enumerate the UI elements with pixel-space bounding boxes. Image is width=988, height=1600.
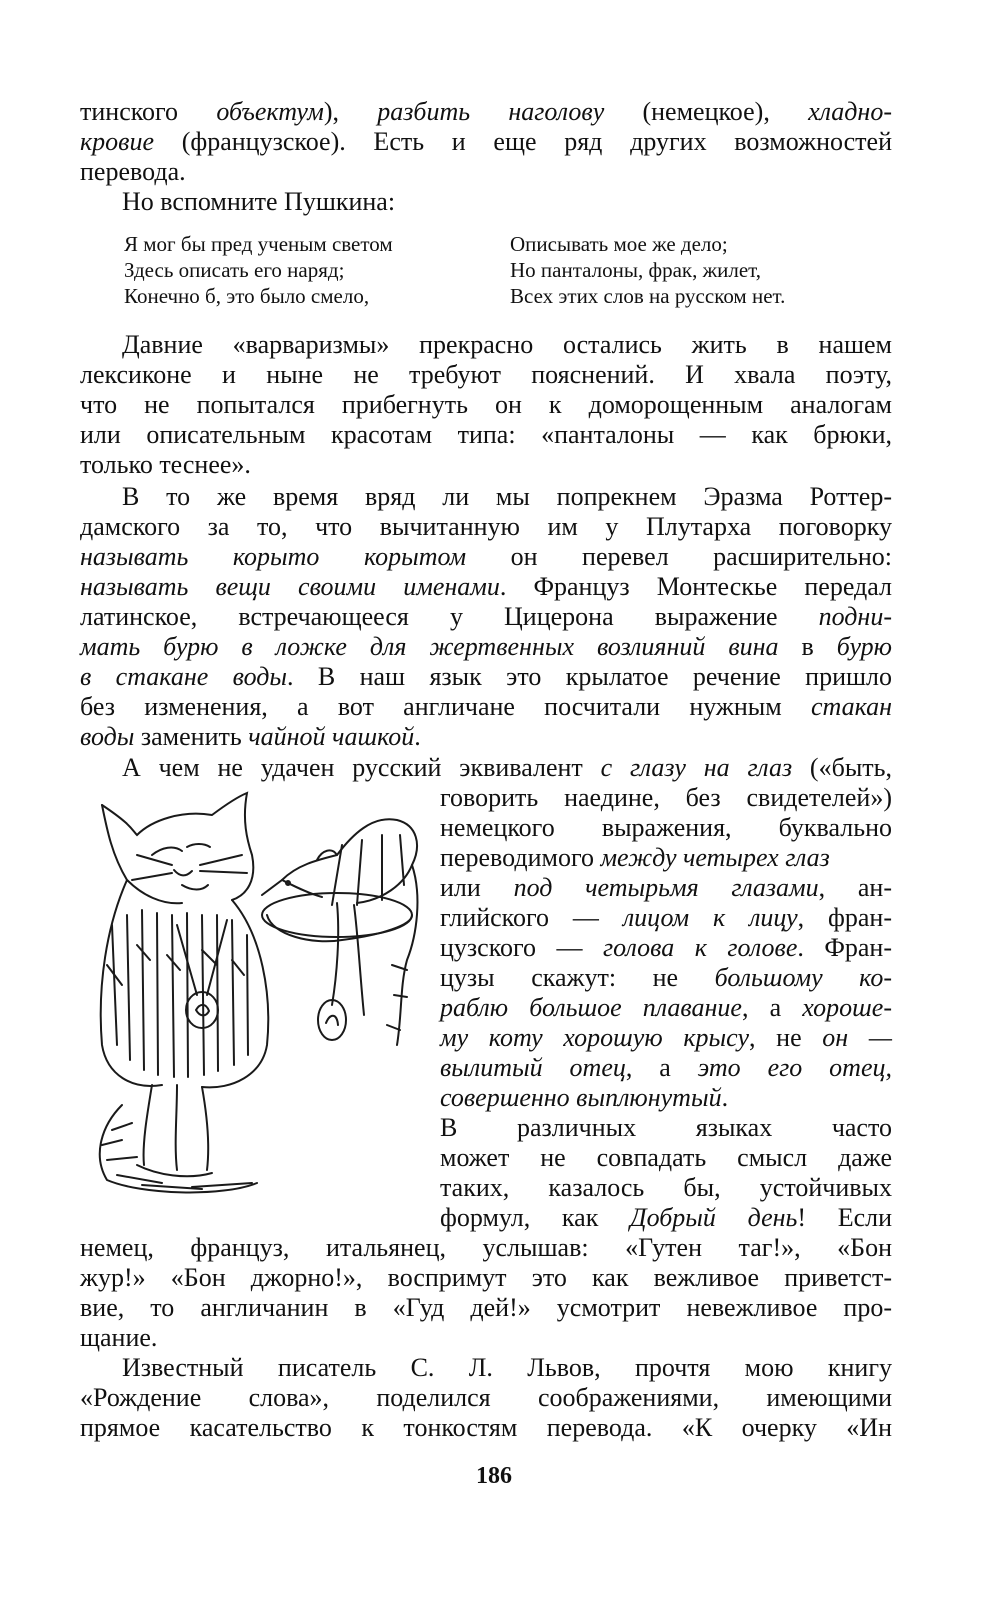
- italic-run: называть вещи своими именами: [80, 572, 500, 601]
- text-line: [80, 692, 892, 722]
- text-run: , а: [741, 993, 803, 1022]
- text-line: [80, 450, 892, 480]
- poem-line: Здесь описать его наряд;: [124, 258, 345, 282]
- text-run: он перевел расширительно:: [466, 542, 892, 571]
- text-line: [80, 602, 892, 632]
- text-line: [80, 157, 892, 187]
- text-run: (французское). Есть и еще ряд других возможностей: [154, 127, 892, 156]
- text-run: цузы скажут: не: [440, 963, 715, 992]
- text-line: [440, 903, 892, 933]
- text-run: А чем не удачен русский эквивалент: [122, 753, 601, 782]
- text-run: Давние «варваризмы» прекрасно остались жить в нашем: [122, 330, 892, 359]
- text-line: [440, 1053, 892, 1083]
- text-run: немецкого выражения, буквально: [440, 813, 892, 842]
- text-run: .: [721, 1083, 729, 1112]
- text-run: «Рождение слова», поделился соображениями, имеющими: [80, 1383, 892, 1412]
- text-run: может не совпадать смысл даже: [440, 1143, 892, 1172]
- text-line: [80, 542, 892, 572]
- text-line: [80, 1383, 892, 1413]
- text-run: . В наш язык это крылатое речение пришло: [287, 662, 892, 691]
- text-line: [80, 1263, 892, 1293]
- poem-line: Описывать мое же дело;: [510, 232, 728, 256]
- italic-run: он —: [822, 1023, 892, 1052]
- text-line: [80, 512, 892, 542]
- text-run: щание.: [80, 1323, 158, 1352]
- text-run: заменить: [134, 722, 249, 751]
- text-line: [440, 1023, 892, 1053]
- text-run: вие, то англичанин в «Гуд дей!» усмотрит невежливое про-: [80, 1293, 892, 1322]
- text-run: , фран-: [797, 903, 892, 932]
- italic-run: разбить наголову: [377, 97, 605, 126]
- text-line: [80, 127, 892, 157]
- text-run: жур!» «Бон джорно!», воспримут это как вежливое приветст-: [80, 1263, 892, 1292]
- italic-run: в стакане воды: [80, 662, 287, 691]
- italic-run: воды: [80, 722, 135, 751]
- text-run: прямое касательство к тонкостям перевода. «К очерку «Ин: [80, 1413, 892, 1442]
- text-run: говорить наедине, без свидетелей»): [440, 783, 892, 812]
- poem-line: Всех этих слов на русском нет.: [510, 284, 786, 308]
- italic-run: голова к голове: [603, 933, 798, 962]
- italic-run: с глазу на глаз: [600, 753, 793, 782]
- italic-run: лицом к лицу: [622, 903, 798, 932]
- text-run: . Фран-: [797, 933, 893, 962]
- text-line: [80, 753, 892, 783]
- poem-line: Я мог бы пред ученым светом: [124, 232, 393, 256]
- text-run: в: [778, 632, 837, 661]
- text-line: [440, 783, 892, 813]
- text-run: тинского: [80, 97, 217, 126]
- text-run: латинское, встречающееся у Цицерона выражение: [80, 602, 819, 631]
- italic-run: мать бурю в ложке для жертвенных возлияний вина: [80, 632, 779, 661]
- text-line: [80, 330, 892, 360]
- italic-run: бурю: [836, 632, 893, 661]
- italic-run: объектум: [216, 97, 324, 126]
- text-run: или описательным красотам типа: «панталоны — как брюки,: [80, 420, 892, 449]
- text-line: [80, 187, 892, 217]
- text-line: [80, 420, 892, 450]
- text-line: [440, 933, 892, 963]
- text-run: таких, казалось бы, устойчивых: [440, 1173, 892, 1202]
- text-run: В различных языках часто: [440, 1113, 892, 1142]
- text-run: что не попытался прибегнуть он к доморощенным аналогам: [80, 390, 892, 419]
- italic-run: хладно-: [808, 97, 892, 126]
- text-run: В то же время вряд ли мы попрекнем Эразма Роттер-: [122, 482, 892, 511]
- italic-run: раблю большое плавание: [440, 993, 742, 1022]
- italic-run: называть корыто корытом: [80, 542, 467, 571]
- text-run: только теснее».: [80, 450, 251, 479]
- text-line: [80, 632, 892, 662]
- text-line: [440, 993, 892, 1023]
- italic-run: кровие: [80, 127, 154, 156]
- italic-run: стакан: [810, 692, 892, 721]
- italic-run: му коту хорошую крысу: [440, 1023, 750, 1052]
- text-run: цузского —: [440, 933, 604, 962]
- text-line: [440, 1113, 892, 1143]
- text-run: , не: [749, 1023, 823, 1052]
- italic-run: вылитый отец: [440, 1053, 626, 1082]
- text-line: [80, 482, 892, 512]
- text-line: [80, 1413, 892, 1443]
- page-number: 186: [476, 1463, 512, 1489]
- text-line: [80, 97, 892, 127]
- italic-run: Добрый день: [630, 1203, 798, 1232]
- text-line: [80, 722, 892, 752]
- text-line: [80, 1353, 892, 1383]
- text-run: .: [414, 722, 421, 751]
- cat-and-rat-illustration: [82, 785, 427, 1210]
- text-line: [440, 873, 892, 903]
- italic-run: под четырьмя глазами: [513, 873, 819, 902]
- text-run: формул, как: [440, 1203, 631, 1232]
- text-run: перевода.: [80, 157, 186, 186]
- text-line: [80, 390, 892, 420]
- italic-run: это его отец,: [697, 1053, 892, 1082]
- text-line: [80, 662, 892, 692]
- text-run: ),: [323, 97, 378, 126]
- text-run: (немецкое),: [604, 97, 809, 126]
- text-run: . Француз Монтескье передал: [499, 572, 892, 601]
- text-line: [80, 572, 892, 602]
- text-run: без изменения, а вот англичане посчитали нужным: [80, 692, 811, 721]
- text-run: («быть,: [792, 753, 893, 782]
- text-line: [440, 1143, 892, 1173]
- text-line: [80, 360, 892, 390]
- text-line: [440, 1083, 892, 1113]
- text-line: [440, 843, 892, 873]
- text-line: [80, 1293, 892, 1323]
- poem-line: Конечно б, это было смело,: [124, 284, 370, 308]
- text-line: [440, 1203, 892, 1233]
- text-run: лексиконе и ныне не требуют пояснений. И хвала поэту,: [80, 360, 892, 389]
- text-line: [80, 1233, 892, 1263]
- poem-line: Но панталоны, фрак, жилет,: [510, 258, 762, 282]
- italic-run: между четырех глаз: [600, 843, 830, 872]
- text-line: [440, 813, 892, 843]
- text-line: [80, 1323, 892, 1353]
- text-run: ! Если: [797, 1203, 892, 1232]
- text-run: или: [440, 873, 514, 902]
- text-run: Но вспомните Пушкина:: [122, 187, 396, 216]
- text-run: переводимого: [440, 843, 601, 872]
- text-line: [440, 963, 892, 993]
- text-run: немец, француз, итальянец, услышав: «Гутен таг!», «Бон: [80, 1233, 892, 1262]
- italic-run: чайной чашкой: [248, 722, 415, 751]
- italic-run: подни-: [818, 602, 892, 631]
- text-run: дамского за то, что вычитанную им у Плутарха поговорку: [80, 512, 892, 541]
- text-line: [440, 1173, 892, 1203]
- italic-run: большому ко-: [714, 963, 892, 992]
- text-run: , а: [625, 1053, 698, 1082]
- text-run: Известный писатель С. Л. Львов, прочтя мою книгу: [122, 1353, 892, 1382]
- text-run: , ан-: [818, 873, 892, 902]
- italic-run: хороше-: [802, 993, 892, 1022]
- italic-run: совершенно выплюнутый: [440, 1083, 722, 1112]
- text-run: глийского —: [440, 903, 623, 932]
